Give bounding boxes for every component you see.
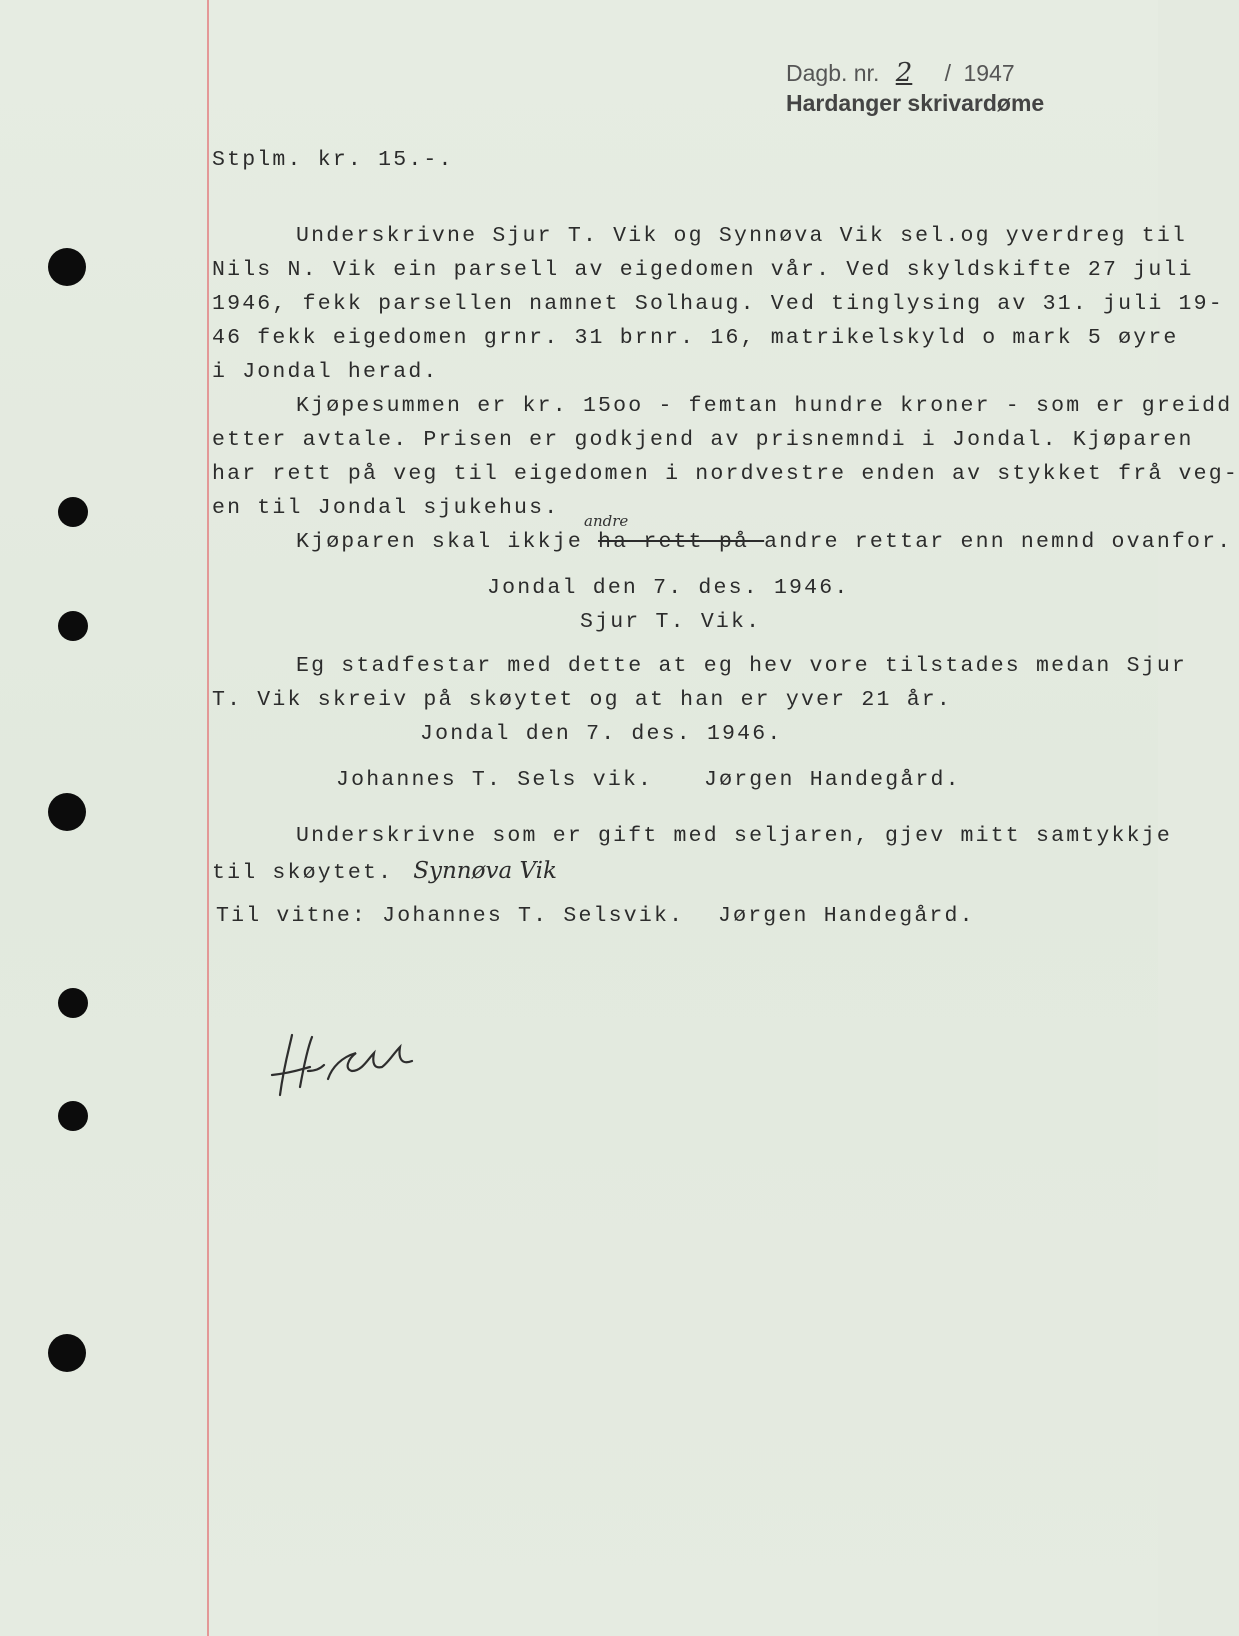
stamp-office: Hardanger skrivardøme: [786, 90, 1045, 116]
witness-name: Jørgen Handegård.: [718, 904, 975, 928]
witness-name: Johannes T. Sels vik.: [336, 768, 654, 792]
place-date: Jondal den 7. des. 1946.: [487, 576, 850, 600]
handwritten-insertion: andre: [584, 512, 629, 530]
registry-stamp: [786, 58, 1044, 117]
stamp-fee: Stplm. kr. 15.-.: [212, 148, 454, 172]
signer-name: Sjur T. Vik.: [580, 610, 762, 634]
punch-hole: [58, 1101, 88, 1131]
initials-signature: [262, 975, 422, 1115]
stamp-separator: /: [944, 60, 952, 86]
margin-rule: [207, 0, 209, 1636]
struck-text: ha rett på: [598, 530, 765, 554]
witness-line: Til vitne: Johannes T. Selsvik.: [216, 904, 685, 928]
paragraph-3-post: andre rettar enn nemnd ovanfor.: [764, 530, 1233, 554]
punch-hole: [48, 1334, 86, 1372]
paragraph-3-pre: Kjøparen skal ikkje: [296, 530, 599, 554]
paragraph-1-line: Nils N. Vik ein parsell av eigedomen vår. Ved skyldskifte 27 juli: [212, 258, 1194, 282]
punch-hole: [58, 611, 88, 641]
paragraph-3-line: [296, 530, 1232, 554]
paragraph-4-line: Eg stadfestar med dette at eg hev vore tilstades medan Sjur: [296, 654, 1188, 678]
punch-hole: [48, 793, 86, 831]
paragraph-2-line: har rett på veg til eigedomen i nordvestre enden av stykket frå veg-: [212, 462, 1239, 486]
spouse-signature: Synnøva Vik: [413, 858, 557, 884]
witness-name: Jørgen Handegård.: [704, 768, 961, 792]
paragraph-1-line: Underskrivne Sjur T. Vik og Synnøva Vik sel.og yverdreg til: [296, 224, 1188, 248]
paragraph-5-line: [212, 858, 557, 885]
paragraph-5-line: Underskrivne som er gift med seljaren, gjev mitt samtykkje: [296, 824, 1172, 848]
punch-hole: [58, 497, 88, 527]
paragraph-1-line: i Jondal herad.: [212, 360, 439, 384]
paragraph-2-line: etter avtale. Prisen er godkjend av prisnemndi i Jondal. Kjøparen: [212, 428, 1194, 452]
stamp-number: 2: [895, 58, 913, 88]
stamp-prefix: Dagb. nr.: [786, 60, 880, 86]
paragraph-4-line: T. Vik skreiv på skøytet og at han er yver 21 år.: [212, 688, 953, 712]
stamp-year: 1947: [963, 60, 1015, 86]
paragraph-5-text: til skøytet.: [212, 861, 394, 885]
paragraph-1-line: 1946, fekk parsellen namnet Solhaug. Ved tinglysing av 31. juli 19-: [212, 292, 1224, 316]
punch-hole: [58, 988, 88, 1018]
punch-hole: [48, 248, 86, 286]
paragraph-2-line: Kjøpesummen er kr. 15oo - femtan hundre kroner - som er greidd: [296, 394, 1233, 418]
paragraph-2-line: en til Jondal sjukehus.: [212, 496, 560, 520]
place-date: Jondal den 7. des. 1946.: [420, 722, 783, 746]
paragraph-1-line: 46 fekk eigedomen grnr. 31 brnr. 16, matrikelskyld o mark 5 øyre: [212, 326, 1179, 350]
